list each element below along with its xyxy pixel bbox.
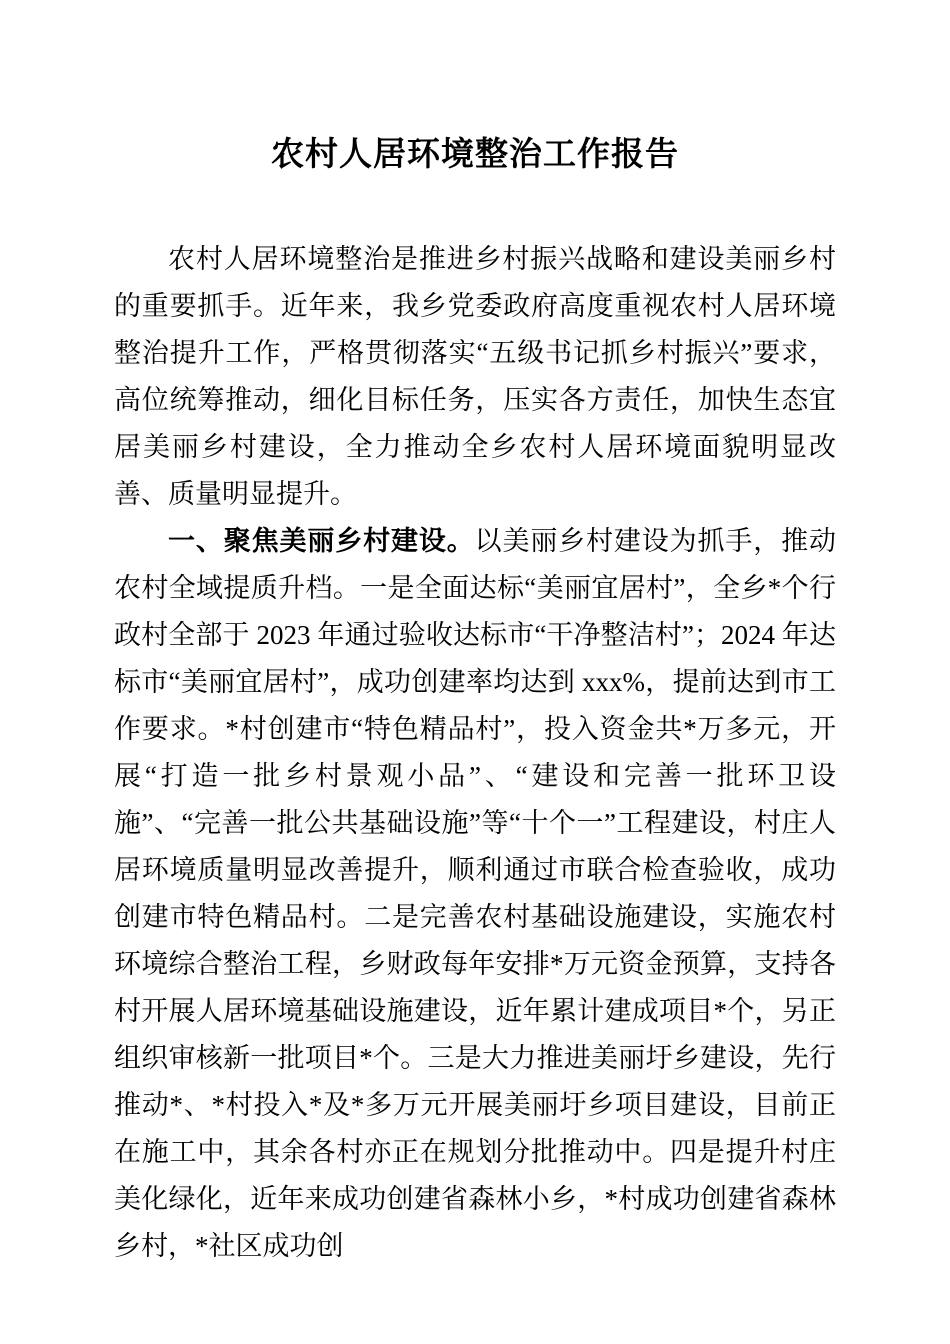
paragraph-section-1 xyxy=(114,518,836,1270)
paragraph-intro-text: 农村人居环境整治是推进乡村振兴战略和建设美丽乡村的重要抓手。近年来，我乡党委政府高度重视农村人居环境整治提升工作，严格贯彻落实“五级书记抓乡村振兴”要求，高位统筹推动，细化目标任务，压实各方责任，加快生态宜居美丽乡村建设，全力推动全乡农村人居环境面貌明显改善、质量明显提升。 xyxy=(114,243,836,509)
section-1-text: 以美丽乡村建设为抓手，推动农村全域提质升档。一是全面达标“美丽宜居村”，全乡*个行政村全部于 2023 年通过验收达标市“干净整洁村”；2024 年达标市“美丽宜居村”，成功创建率均达到 xxx%，提前达到市工作要求。*村创建市“特色精品村”，投入资金共*万多元，开展“打造一批乡村景观小品”、“建设和完善一批环卫设施”、“完善一批公共基础设施”等“十个一”工程建设，村庄人居环境质量明显改善提升，顺利通过市联合检查验收，成功创建市特色精品村。二是完善农村基础设施建设，实施农村环境综合整治工程，乡财政每年安排*万元资金预算，支持各村开展人居环境基础设施建设，近年累计建成项目*个，另正组织审核新一批项目*个。三是大力推进美丽圩乡建设，先行推动*、*村投入*及*多万元开展美丽圩乡项目建设，目前正在施工中，其余各村亦正在规划分批推动中。四是提升村庄美化绿化，近年来成功创建省森林小乡，*村成功创建省森林乡村，*社区成功创 xyxy=(114,525,837,1261)
section-1-heading: 一、聚焦美丽乡村建设。 xyxy=(168,525,475,556)
paragraph-intro xyxy=(114,236,836,518)
document-title: 农村人居环境整治工作报告 xyxy=(271,137,679,173)
